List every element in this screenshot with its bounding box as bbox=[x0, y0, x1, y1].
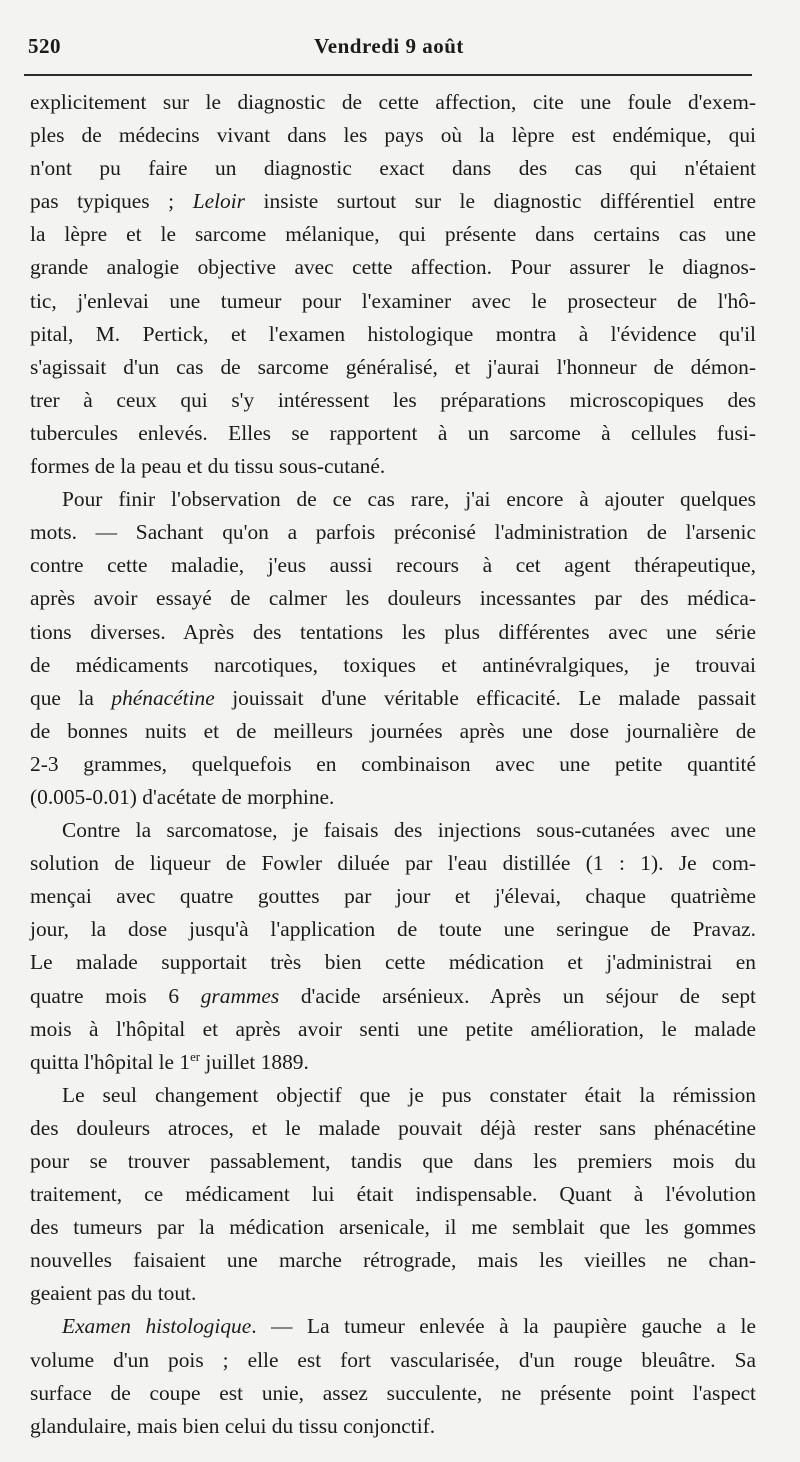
text-line: explicitement sur le diagnostic de cette affection, cite une foule d'exem- bbox=[30, 90, 756, 114]
text-line: que la phénacétine jouissait d'une véritable efficacité. Le malade passait bbox=[30, 685, 756, 710]
text-line: Le malade supportait très bien cette médication et j'administrai en bbox=[30, 950, 756, 975]
paragraph bbox=[30, 483, 756, 814]
text-line: ples de médecins vivant dans les pays où la lèpre est endémique, qui bbox=[30, 123, 756, 148]
text-line: glandulaire, mais bien celui du tissu conjonctif. bbox=[30, 1413, 436, 1438]
text-line: après avoir essayé de calmer les douleurs incessantes par des médica- bbox=[30, 586, 756, 611]
text-line: nouvelles faisaient une marche rétrograde, mais les vieilles ne chan- bbox=[30, 1248, 756, 1273]
paragraph bbox=[30, 1310, 756, 1442]
body-text bbox=[30, 86, 756, 1443]
text-line: pital, M. Pertick, et l'examen histologique montra à l'évidence qu'il bbox=[30, 321, 756, 346]
text-line: volume d'un pois ; elle est fort vascularisée, d'un rouge bleuâtre. Sa bbox=[30, 1347, 756, 1372]
text-line: pas typiques ; Leloir insiste surtout sur le diagnostic différentiel entre bbox=[30, 189, 756, 214]
text-line: tic, j'enlevai une tumeur pour l'examiner avec le prosecteur de l'hô- bbox=[30, 288, 756, 313]
text-line: grande analogie objective avec cette affection. Pour assurer le diagnos- bbox=[30, 255, 756, 280]
text-line: surface de coupe est unie, assez succulente, ne présente point l'aspect bbox=[30, 1380, 756, 1405]
text-line: de bonnes nuits et de meilleurs journées après une dose journalière de bbox=[30, 718, 756, 743]
text-line: jour, la dose jusqu'à l'application de toute une seringue de Pravaz. bbox=[30, 917, 756, 942]
running-head: Vendredi 9 août bbox=[314, 34, 464, 58]
text-line: geaient pas du tout. bbox=[30, 1281, 197, 1306]
text-line: Pour finir l'observation de ce cas rare, j'ai encore à ajouter quelques bbox=[62, 487, 756, 512]
text-line: solution de liqueur de Fowler diluée par l'eau distillée (1 : 1). Je com- bbox=[30, 851, 756, 876]
text-line: Examen histologique. — La tumeur enlevée à la paupière gauche a le bbox=[62, 1314, 756, 1339]
text-line: de médicaments narcotiques, toxiques et antinévralgiques, je trouvai bbox=[30, 652, 756, 677]
text-line: tubercules enlevés. Elles se rapportent à un sarcome à cellules fusi- bbox=[30, 420, 756, 445]
text-line: pour se trouver passablement, tandis que dans les premiers mois du bbox=[30, 1149, 756, 1173]
text-line: mençai avec quatre gouttes par jour et j'élevai, chaque quatrième bbox=[30, 884, 756, 909]
paragraph bbox=[30, 86, 756, 483]
page-header bbox=[28, 30, 750, 66]
text-line: (0.005-0.01) d'acétate de morphine. bbox=[30, 784, 335, 809]
text-line: n'ont pu faire un diagnostic exact dans des cas qui n'étaient bbox=[30, 156, 756, 181]
text-line: des tumeurs par la médication arsenicale, il me semblait que les gommes bbox=[30, 1215, 756, 1240]
text-line: mots. — Sachant qu'on a parfois préconisé l'administration de l'arsenic bbox=[30, 520, 756, 545]
text-line: s'agissait d'un cas de sarcome généralisé, et j'aurai l'honneur de démon- bbox=[30, 354, 756, 379]
text-line: quatre mois 6 grammes d'acide arsénieux. Après un séjour de sept bbox=[30, 983, 756, 1008]
paragraph bbox=[30, 814, 756, 1079]
text-line: Le seul changement objectif que je pus constater était la rémission bbox=[62, 1082, 756, 1107]
text-line: formes de la peau et du tissu sous-cutané. bbox=[30, 454, 386, 479]
text-line: mois à l'hôpital et après avoir senti une petite amélioration, le malade bbox=[30, 1016, 756, 1041]
text-line: contre cette maladie, j'eus aussi recours à cet agent thérapeutique, bbox=[30, 553, 756, 578]
text-line: la lèpre et le sarcome mélanique, qui présente dans certains cas une bbox=[30, 222, 756, 247]
page-number: 520 bbox=[28, 34, 61, 58]
text-line: 2-3 grammes, quelquefois en combinaison avec une petite quantité bbox=[30, 751, 756, 776]
text-line: quitta l'hôpital le 1er juillet 1889. bbox=[30, 1049, 309, 1074]
text-line: trer à ceux qui s'y intéressent les préparations microscopiques des bbox=[30, 387, 756, 412]
text-line: tions diverses. Après des tentations les plus différentes avec une série bbox=[30, 619, 756, 644]
text-line: Contre la sarcomatose, je faisais des injections sous-cutanées avec une bbox=[62, 818, 756, 843]
text-line: traitement, ce médicament lui était indispensable. Quant à l'évolution bbox=[30, 1182, 756, 1207]
text-line: des douleurs atroces, et le malade pouvait déjà rester sans phénacétine bbox=[30, 1115, 756, 1140]
header-rule bbox=[24, 74, 752, 76]
paragraph bbox=[30, 1079, 756, 1311]
